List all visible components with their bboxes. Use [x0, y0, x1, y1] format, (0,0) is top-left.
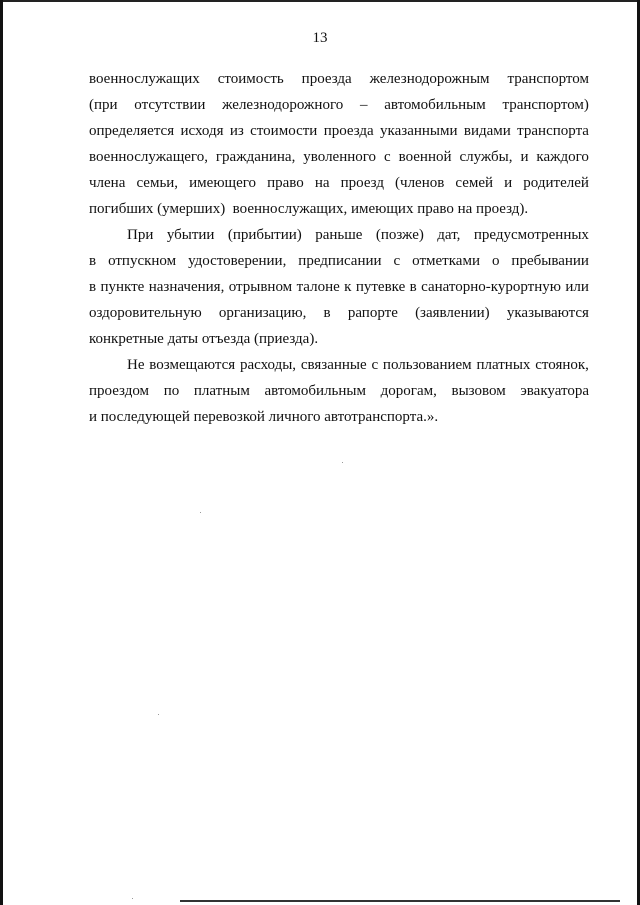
- text-line: в отпускном удостоверении, предписании с отметками о пребывании: [89, 253, 589, 269]
- text-line: военнослужащих стоимость проезда железнодорожным транспортом: [89, 71, 589, 87]
- text-line: (при отсутствии железнодорожного – автомобильным транспортом): [89, 97, 589, 113]
- page-number: 13: [312, 30, 328, 46]
- scan-edge-bottom: [180, 900, 620, 902]
- text-line: члена семьи, имеющего право на проезд (членов семей и родителей: [89, 175, 589, 191]
- document-body: [89, 66, 589, 430]
- text-line: При убытии (прибытии) раньше (позже) дат, предусмотренных: [127, 227, 589, 243]
- scan-speck: [158, 714, 159, 715]
- text-line: военнослужащего, гражданина, уволенного с военной службы, и каждого: [89, 149, 589, 165]
- scan-speck: [200, 512, 201, 513]
- text-line: оздоровительную организацию, в рапорте (заявлении) указываются: [89, 305, 589, 321]
- paragraph: [89, 66, 589, 222]
- scan-speck: [342, 462, 343, 463]
- paragraph: [89, 352, 589, 430]
- text-line: в пункте назначения, отрывном талоне к путевке в санаторно-курортную или: [89, 279, 589, 295]
- paragraph: [89, 222, 589, 352]
- scan-edge-left: [0, 0, 3, 905]
- text-line: Не возмещаются расходы, связанные с пользованием платных стоянок,: [127, 357, 589, 373]
- text-line: проездом по платным автомобильным дорогам, вызовом эвакуатора: [89, 383, 589, 399]
- scan-speck: [132, 898, 133, 899]
- text-line: определяется исходя из стоимости проезда указанными видами транспорта: [89, 123, 589, 139]
- scan-edge-top: [0, 0, 640, 2]
- text-line: и последующей перевозкой личного автотранспорта.».: [89, 409, 439, 425]
- text-line: погибших (умерших) военнослужащих, имеющих право на проезд).: [89, 201, 529, 217]
- text-line: конкретные даты отъезда (приезда).: [89, 331, 319, 347]
